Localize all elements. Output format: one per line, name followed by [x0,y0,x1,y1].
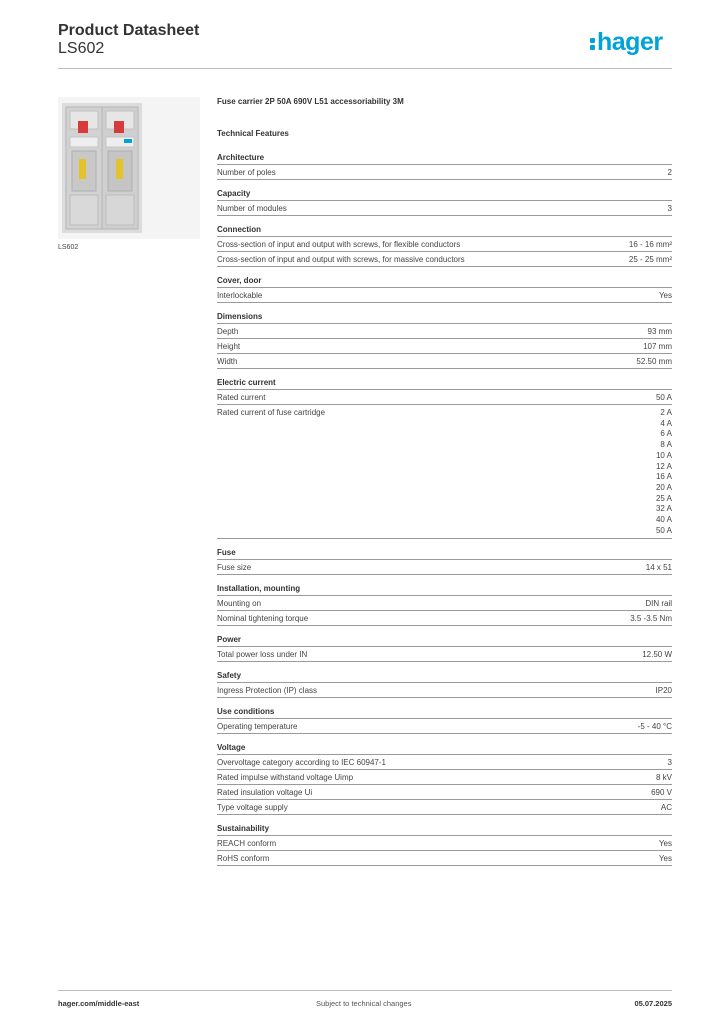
feature-value: 12 A [655,461,672,471]
feature-section [217,312,672,369]
feature-label: RoHS conform [217,854,270,864]
feature-value: 4 A [660,418,672,428]
section-title: Dimensions [217,312,672,324]
footer-website: hager.com/middle-east [58,999,140,1008]
technical-content [217,97,672,875]
product-description: Fuse carrier 2P 50A 690V L51 accessoriability 3M [217,97,404,106]
feature-value: 3 [667,758,672,768]
feature-value: 2 A [660,408,672,417]
feature-row [217,719,672,734]
feature-row [217,201,672,216]
feature-value: 14 x 51 [645,563,672,573]
feature-value-list [656,408,672,536]
feature-value: 8 A [660,440,672,450]
feature-label: Width [217,357,238,366]
feature-value: Yes [658,854,672,864]
feature-row [217,836,672,851]
feature-label: Operating temperature [217,722,298,732]
feature-value: 20 A [655,482,672,492]
section-title: Cover, door [217,276,672,288]
feature-value: 6 A [660,429,672,439]
feature-value: Yes [658,291,672,300]
image-caption: LS602 [58,244,79,251]
feature-value: Yes [658,839,672,849]
feature-row [217,390,672,405]
feature-value: IP20 [655,686,672,696]
section-title: Architecture [217,153,672,165]
feature-value: 40 A [655,515,672,525]
feature-value: AC [660,803,672,813]
feature-label: Height [217,342,241,351]
logo-dots-icon [590,34,595,50]
feature-label: Rated current of fuse cartridge [217,408,326,417]
feature-row [217,560,672,575]
feature-label: Number of poles [217,168,276,177]
feature-label: Rated current [217,393,266,402]
feature-section [217,824,672,866]
product-reference: LS602 [58,40,105,57]
feature-section [217,189,672,216]
feature-label: Interlockable [217,291,263,300]
feature-section [217,153,672,180]
logo-text: hager [597,28,663,56]
feature-label: Total power loss under IN [217,650,308,660]
feature-value: 12.50 W [642,650,672,660]
feature-label: Overvoltage category according to IEC 60947-1 [217,758,386,768]
feature-label: REACH conform [217,839,277,849]
section-title: Fuse [217,548,672,560]
feature-section [217,548,672,575]
feature-value: DIN rail [645,599,672,609]
feature-label: Mounting on [217,599,262,609]
section-title: Capacity [217,189,672,201]
feature-row [217,354,672,369]
feature-label: Fuse size [217,563,252,573]
feature-label: Cross-section of input and output with screws, for flexible conductors [217,240,461,249]
feature-section [217,635,672,662]
feature-value: 25 A [655,493,672,503]
feature-label: Cross-section of input and output with screws, for massive conductors [217,255,465,264]
page-title: Product Datasheet [58,22,200,39]
feature-sections [217,153,672,866]
feature-row [217,288,672,303]
feature-value: 16 A [655,472,672,482]
feature-row [217,252,672,267]
product-image [58,97,200,239]
feature-row [217,851,672,866]
feature-value: 32 A [655,504,672,514]
footer-notice: Subject to technical changes [316,999,412,1008]
feature-label: Ingress Protection (IP) class [217,686,318,696]
feature-label: Depth [217,327,239,336]
feature-section [217,378,672,539]
section-title: Voltage [217,743,672,755]
feature-value: 2 [667,168,672,177]
feature-value: 3 [667,204,672,213]
feature-row [217,165,672,180]
feature-section [217,707,672,734]
feature-value: 50 A [655,393,672,402]
feature-label: Number of modules [217,204,287,213]
feature-label: Rated impulse withstand voltage Uimp [217,773,354,783]
feature-value: 16 - 16 mm² [628,240,672,249]
technical-features-title: Technical Features [217,129,289,138]
section-title: Sustainability [217,824,672,836]
feature-row [217,405,672,539]
feature-row [217,324,672,339]
feature-label: Nominal tightening torque [217,614,309,624]
feature-value: 8 kV [655,773,672,783]
hager-logo [590,28,663,57]
feature-section [217,276,672,303]
feature-value: 50 A [655,525,672,535]
section-title: Power [217,635,672,647]
feature-label: Rated insulation voltage Ui [217,788,313,798]
feature-row [217,755,672,770]
footer-divider [58,990,672,991]
feature-value: 25 - 25 mm² [628,255,672,264]
feature-section [217,671,672,698]
feature-value: -5 - 40 °C [637,722,672,732]
fuse-carrier-illustration [58,97,200,239]
feature-value: 3.5 -3.5 Nm [630,614,672,624]
section-title: Connection [217,225,672,237]
feature-row [217,611,672,626]
feature-row [217,237,672,252]
feature-row [217,596,672,611]
feature-section [217,584,672,626]
footer-date: 05.07.2025 [634,999,672,1008]
feature-section [217,225,672,267]
feature-row [217,339,672,354]
section-title: Installation, mounting [217,584,672,596]
header-divider [58,68,672,69]
feature-value: 690 V [651,788,672,798]
section-title: Electric current [217,378,672,390]
feature-row [217,683,672,698]
feature-row [217,800,672,815]
feature-value: 107 mm [643,342,672,351]
feature-label: Type voltage supply [217,803,288,813]
feature-row [217,785,672,800]
section-title: Safety [217,671,672,683]
feature-value: 93 mm [647,327,672,336]
feature-value: 10 A [655,450,672,460]
feature-row [217,647,672,662]
feature-section [217,743,672,815]
feature-value: 52.50 mm [636,357,672,366]
feature-row [217,770,672,785]
section-title: Use conditions [217,707,672,719]
